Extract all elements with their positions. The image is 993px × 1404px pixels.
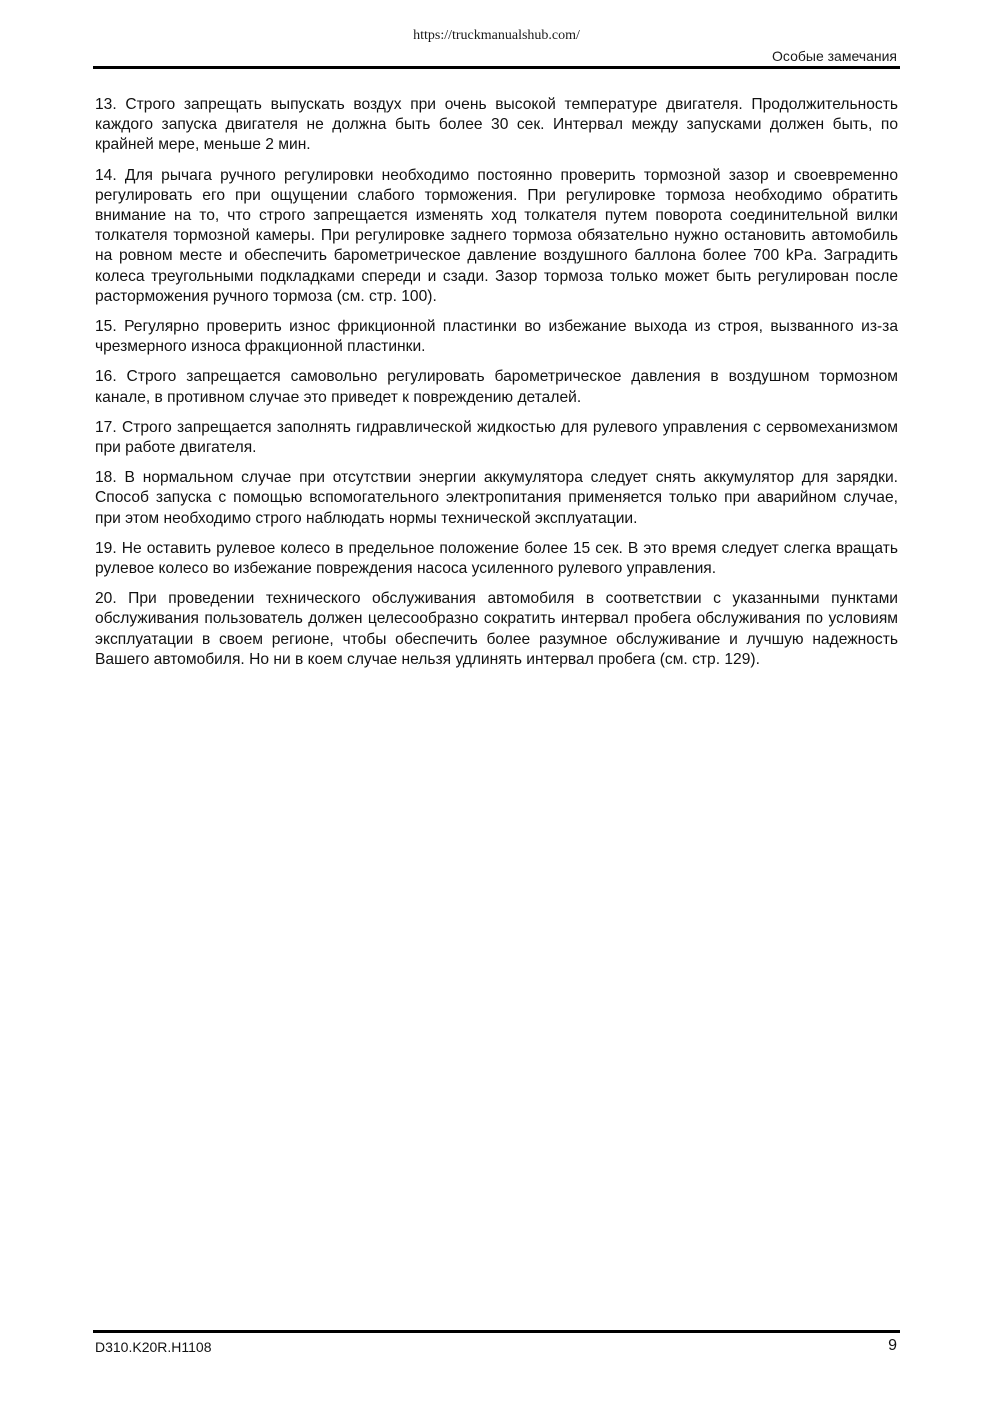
section-title: Особые замечания	[772, 48, 897, 64]
paragraph-20: 20. При проведении технического обслуживания автомобиля в соответствии с указанными пунктами обслуживания пользователь должен целесообразно сократить интервал пробега обслуживания по условиям эксплуатации в своем регионе, чтобы обеспечить более разумное обслуживание и лучшую надежность Вашего автомобиля. Но ни в коем случае нельзя удлинять интервал пробега (см. стр. 129).	[95, 590, 898, 668]
paragraph-15: 15. Регулярно проверить износ фрикционной пластинки во избежание выхода из строя, вызванного из-за чрезмерного износа фракционной пластинки.	[95, 318, 898, 356]
paragraph-16: 16. Строго запрещается самовольно регулировать барометрическое давления в воздушном тормозном канале, в противном случае это приведет к повреждению деталей.	[95, 368, 898, 406]
page-content	[95, 95, 898, 680]
paragraph-18: 18. В нормальном случае при отсутствии энергии аккумулятора следует снять аккумулятор для зарядки. Способ запуска с помощью вспомогательного электропитания применяется только при аварийном случае, при этом необходимо строго наблюдать нормы технической эксплуатации.	[95, 469, 898, 527]
document-code: D310.K20R.H1108	[95, 1339, 212, 1355]
paragraph-17: 17. Строго запрещается заполнять гидравлической жидкостью для рулевого управления с сервомеханизмом при работе двигателя.	[95, 418, 898, 457]
site-url[interactable]: https://truckmanualshub.com/	[413, 28, 580, 43]
paragraph-13: 13. Строго запрещать выпускать воздух при очень высокой температуре двигателя. Продолжительность каждого запуска двигателя не должна быть более 30 сек. Интервал между запусками должен быть, по крайней мере, меньше 2 мин.	[95, 96, 898, 154]
page-number: 9	[888, 1337, 897, 1354]
paragraph-19: 19. Не оставить рулевое колесо в предельное положение более 15 сек. В это время следует слегка вращать рулевое колесо во избежание повреждения насоса усиленного рулевого управления.	[95, 539, 898, 578]
paragraph-14: 14. Для рычага ручного регулировки необходимо постоянно проверить тормозной зазор и своевременно регулировать его при ощущении слабого торможения. При регулировке тормоза необходимо обратить внимание на то, что строго запрещается изменять ход толкателя путем поворота соединительной вилки толкателя тормозной камеры. При регулировке заднего тормоза обязательно нужно остановить автомобиль на ровном месте и обеспечить барометрическое давление воздушного баллона более 700 kPa. Заградить колеса треугольными подкладками спереди и сзади. Зазор тормоза только может быть регулирован после расторможения ручного тормоза (см. стр. 100).	[95, 166, 898, 305]
footer-divider	[93, 1330, 900, 1333]
header-divider	[93, 66, 900, 69]
